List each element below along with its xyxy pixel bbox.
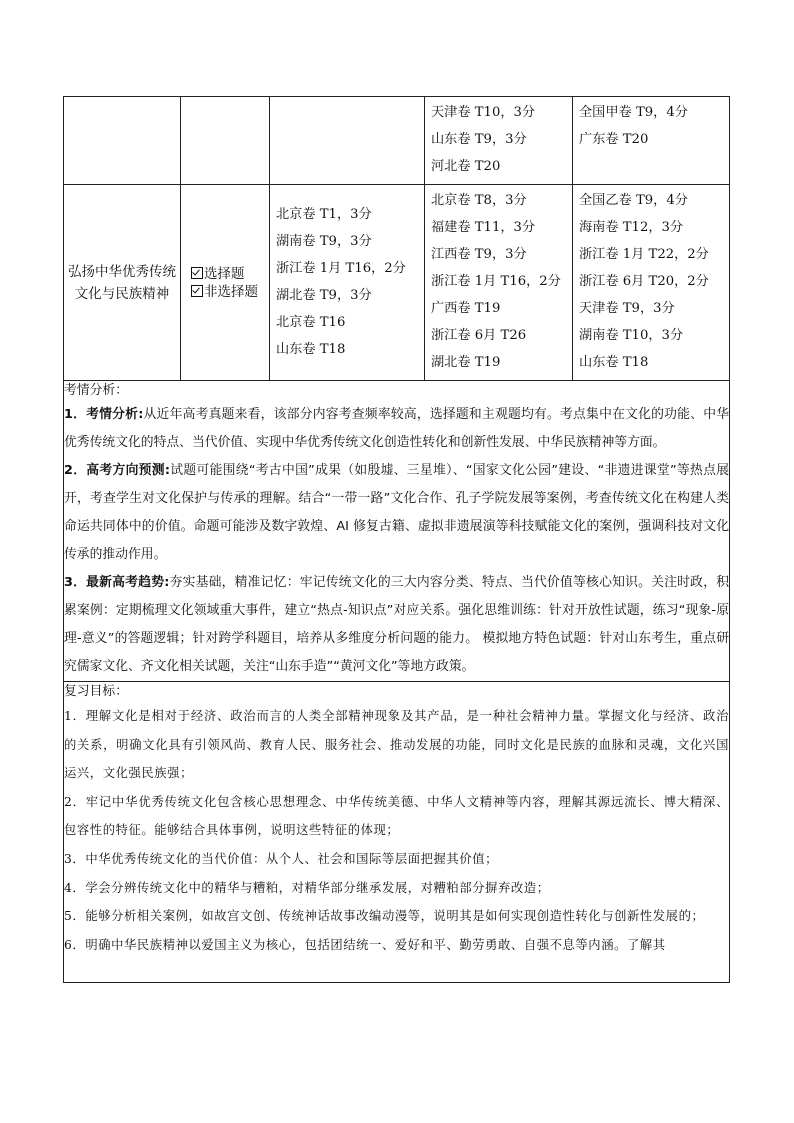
exam-list [425,97,572,184]
analysis-paragraph-1 [64,401,729,457]
type-nonchoice [191,283,269,301]
exam-item: 湖北卷 T19 [431,355,501,370]
exam-item: 山东卷 T9，3分 [431,132,527,147]
goal-item: 2．牢记中华优秀传统文化包含核心思想理念、中华传统美德、中华人文精神等内容，理解其源远流长、博大精深、包容性的特征。能够结合具体事例，说明这些特征的体现； [64,794,729,838]
year-cell-empty [270,97,425,185]
paragraph-body: 从近年高考真题来看，该部分内容考查频率较高，选择题和主观题均有。考点集中在文化的功能、中华优秀传统文化的特点、当代价值、实现中华优秀传统文化创造性转化和创新性发展、中华民族精神等方面。 [64,407,730,450]
exam-item: 北京卷 T16 [276,314,346,330]
exam-item: 广东卷 T20 [579,132,649,147]
analysis-section [64,381,730,682]
topic-cell [64,185,181,381]
paragraph-body: 夯实基础，精准记忆：牢记传统文化的三大内容分类、特点、当代价值等核心知识。关注时政，积累案例：定期梳理文化领域重大事件，建立“热点-知识点”对应关系。强化思维训练：针对开放性试题，练习“现象-原理-意义”的答题逻辑；针对跨学科题目，培养从多维度分析问题的能力。 模拟地方特色试题：针对山东考生，重点研究儒家文化、齐文化相关试题，关注“山东手造”“黄河文化”等地方政策。 [64,575,730,674]
goals-title: 复习目标： [64,684,128,699]
exam-table [63,96,730,983]
type-nonchoice-label: 非选择题 [204,283,258,300]
goal-item: 3．中华优秀传统文化的当代价值：从个人、社会和国际等层面把握其价值； [64,851,499,866]
paragraph-heading: 2．高考方向预测: [64,463,170,478]
type-choice-label: 选择题 [204,265,245,282]
exam-item: 天津卷 T9，3分 [579,301,675,316]
exam-list [425,185,572,380]
paragraph-heading: 1．考情分析: [64,407,144,422]
year-cell [425,97,573,185]
document-page [63,96,729,983]
analysis-paragraph-2 [64,457,729,569]
exam-item: 浙江卷 6月 T20，2分 [579,274,709,289]
goal-item: 4．学会分辨传统文化中的精华与糟粕，对精华部分继承发展，对糟粕部分摒弃改造； [64,880,550,895]
exam-item: 天津卷 T10，3分 [431,105,536,120]
analysis-paragraph-3 [64,569,729,681]
goal-item: 6．明确中华民族精神以爱国主义为核心，包括团结统一、爱好和平、勤劳勇敢、自强不息等内涵。了解其 [64,937,666,952]
paragraph-heading: 3．最新高考趋势: [64,575,170,590]
year-cell [270,185,425,381]
year-cell [425,185,573,381]
goal-item: 1．理解文化是相对于经济、政治而言的人类全部精神现象及其产品，是一种社会精神力量。掌握文化与经济、政治的关系，明确文化具有引领风尚、教育人民、服务社会、推动发展的功能，同时文化是民族的血脉和灵魂，文化兴国运兴，文化强民族强； [64,709,729,781]
year-cell [573,185,730,381]
paragraph-body: 试题可能围绕“考古中国”成果（如殷墟、三星堆）、“国家文化公园”建设、“非遗进课堂”等热点展开，考查学生对文化保护与传承的理解。结合“一带一路”文化合作、孔子学院发展等案例，考查传统文化在构建人类命运共同体中的价值。命题可能涉及数字敦煌、AI 修复古籍、虚拟非遗展演等科技赋能文化的案例，强调科技对文化传承的推动作用。 [64,463,729,562]
checkbox-checked-icon [191,267,203,279]
analysis-row [64,381,730,682]
type-cell-empty [181,97,270,185]
type-choice [191,265,269,283]
exam-item: 河北卷 T20 [431,159,501,174]
exam-item: 浙江卷 6月 T26 [431,328,527,343]
exam-item: 浙江卷 1月 T16，2分 [276,260,406,276]
exam-item: 广西卷 T19 [431,301,501,316]
exam-list [270,199,424,367]
exam-item: 北京卷 T8，3分 [431,193,527,208]
goals-list [64,702,729,959]
goals-row [64,682,730,983]
question-type-cell [181,185,270,381]
exam-item: 湖北卷 T9，3分 [276,287,372,303]
topic-label: 弘扬中华优秀传统文化与民族精神 [68,263,176,302]
topic-cell-empty [64,97,181,185]
checkbox-checked-icon [191,285,203,297]
goal-item: 5．能够分析相关案例，如故宫文创、传统神话故事改编动漫等，说明其是如何实现创造性转化与创新性发展的； [64,909,705,924]
exam-item: 浙江卷 1月 T22，2分 [579,247,709,262]
exam-item: 全国乙卷 T9，4分 [579,193,688,208]
exam-item: 山东卷 T18 [276,341,346,357]
exam-item: 全国甲卷 T9，4分 [579,105,688,120]
exam-item: 海南卷 T12，3分 [579,220,684,235]
goals-section [64,682,730,983]
exam-item: 湖南卷 T9，3分 [276,233,372,249]
year-cell [573,97,730,185]
exam-list [573,185,729,380]
exam-item: 山东卷 T18 [579,355,649,370]
exam-item: 江西卷 T9，3分 [431,247,527,262]
exam-item: 浙江卷 1月 T16，2分 [431,274,561,289]
table-row [64,185,730,381]
exam-item: 湖南卷 T10，3分 [579,328,684,343]
table-row [64,97,730,185]
analysis-title: 考情分析： [64,383,128,398]
exam-list [573,97,729,157]
exam-item: 北京卷 T1，3分 [276,206,372,222]
exam-item: 福建卷 T11，3分 [431,220,536,235]
